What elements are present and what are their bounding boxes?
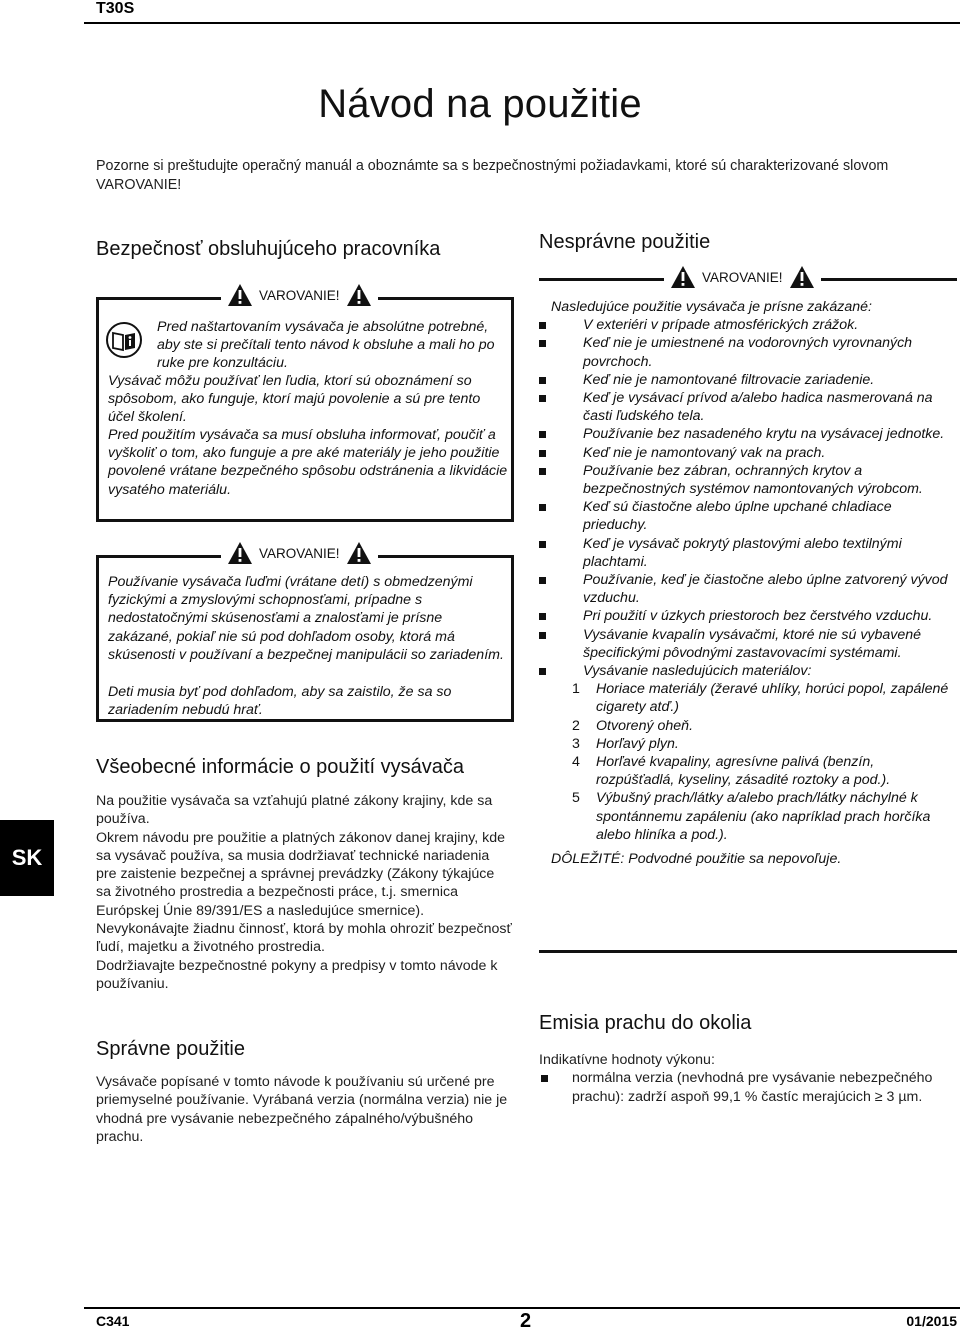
language-tab: SK <box>0 820 54 896</box>
misuse-warning-label: VAROVANIE! <box>702 269 783 285</box>
warning-box-1-text-3: Pred použitím vysávača sa musí obsluha informovať, poučiť a vyškoliť o tom, ako funguje a pre aké materiály je jeho použitie povolené vrátane bezpečného spôsobu odstránenia a likvidácie vysatého materiálu. <box>108 427 508 498</box>
dust-list <box>539 1069 960 1106</box>
misuse-item: Keď je vysávač pokrytý plastovými alebo textilnými plachtami. <box>537 535 951 571</box>
correct-use-heading: Správne použitie <box>96 1038 245 1060</box>
general-paragraph: Okrem návodu pre použitie a platných zákonov danej krajiny, kde sa vysávač používa, sa musia dodržiavať technické nariadenia pre zaistenie bezpečnej a správnej prevádzky (Zákony týkajúce sa životného prostredia a bezpečnosti práce, t.j. smernica Európskej Únie 89/391/ES a nasledujúce smernice). <box>96 829 506 919</box>
page-title: Návod na použitie <box>318 82 642 126</box>
warning-box-1-text-2: Vysávač môžu používať len ľudia, ktorí sú oboznámení so spôsobom, ako funguje, ktorí majú povolenie a sú pre tento účel školení. <box>108 373 481 426</box>
warning-triangle-icon <box>789 265 815 289</box>
warning-triangle-icon <box>346 541 372 565</box>
dust-heading: Emisia prachu do okolia <box>539 1012 752 1034</box>
misuse-item: Keď nie je umiestnené na vodorovných vyrovnaných povrchoch. <box>537 334 951 370</box>
footer-rule <box>84 1307 960 1309</box>
page-number: 2 <box>520 1310 532 1331</box>
misuse-box-bottom <box>539 950 957 953</box>
warning-box-2-text-2: Deti musia byť pod dohľadom, aby sa zaistilo, že sa so zariadením nebudú hrať. <box>108 684 452 719</box>
material-item: 1 Horiace materiály (žeravé uhlíky, horúci popol, zapálené cigarety atď.) <box>572 681 949 716</box>
warning-box-1-label: VAROVANIE! <box>259 287 340 303</box>
misuse-item: Používanie, keď je čiastočne alebo úplne zatvorený vývod vzduchu. <box>537 571 951 607</box>
important-note: DÔLEŽITÉ: Podvodné použitie sa nepovoľuje. <box>551 851 842 868</box>
dust-item: normálna verzia (nevhodná pre vysávanie nebezpečného prachu): zadrží aspoň 99,1 % častíc merajúcich ≥ 3 µm. <box>539 1069 960 1106</box>
material-item: 5 Výbušný prach/látky a/alebo prach/látky náchylné k spontánnemu zapáleniu (ako napríklad prach horčíka alebo hliníka a pod.). <box>572 790 931 843</box>
warning-box-1-intro: Pred naštartovaním vysávača je absolútne potrebné, aby ste si prečítali tento návod k obsluhe a mali ho po ruke pre konzultáciu. <box>157 319 495 372</box>
misuse-heading: Nesprávne použitie <box>539 231 711 253</box>
warning-box-1-header <box>221 283 378 307</box>
general-heading: Všeobecné informácie o použití vysávača <box>96 756 464 778</box>
warning-box-2-header <box>221 541 378 565</box>
dust-intro: Indikatívne hodnoty výkonu: <box>539 1052 715 1068</box>
general-paragraph: Na použitie vysávača sa vzťahujú platné zákony krajiny, kde sa používa. <box>96 793 493 828</box>
warning-triangle-icon <box>227 541 253 565</box>
misuse-intro: Nasledujúce použitie vysávača je prísne zakázané: <box>551 299 872 315</box>
warning-box-2 <box>96 545 514 722</box>
safety-heading: Bezpečnosť obsluhujúceho pracovníka <box>96 238 441 260</box>
misuse-item: Používanie bez nasadeného krytu na vysávacej jednotke. <box>537 425 951 443</box>
footer-date: 01/2015 <box>906 1313 957 1329</box>
warning-box-2-label: VAROVANIE! <box>259 545 340 561</box>
correct-use-text: Vysávače popísané v tomto návode k používaniu sú určené pre priemyselné používanie. Vyrábaná verzia (normálna verzia) nie je vhodná pre vysávanie nebezpečného zápalného/výbušného prachu. <box>96 1074 508 1145</box>
read-manual-icon <box>106 322 142 358</box>
header-rule <box>84 22 960 24</box>
misuse-item: Používanie bez zábran, ochranných krytov a bezpečnostných systémov namontovaných výrobcom. <box>537 462 951 498</box>
misuse-list <box>537 316 951 680</box>
misuse-item: Keď nie je namontované filtrovacie zariadenie. <box>537 371 951 389</box>
warning-box-1 <box>96 287 514 522</box>
footer-code: C341 <box>96 1313 130 1329</box>
misuse-item: Pri použití v úzkych priestoroch bez čerstvého vzduchu. <box>537 607 951 625</box>
warning-box-2-text-1: Používanie vysávača ľuďmi (vrátane detí) s obmedzenými fyzickými a zmyslovými schopnosťami, prípadne s nedostatočnými skúsenosťami a znalosťami je prísne zakázané, pokiaľ nie sú pod dohľadom osoby, ktorá má skúsenosti v používaní a bezpečnej manipulácii so zariadením. <box>108 574 504 663</box>
misuse-warning-header <box>664 265 821 289</box>
materials-list <box>537 680 951 844</box>
material-item: 2 Otvorený oheň. <box>572 717 694 734</box>
misuse-item: V exteriéri v prípade atmosférických zrážok. <box>537 316 951 334</box>
header-model: T30S <box>96 0 135 17</box>
misuse-item: Keď nie je namontovaný vak na prach. <box>537 444 951 462</box>
misuse-item: Keď sú čiastočne alebo úplne upchané chladiace prieduchy. <box>537 498 951 534</box>
misuse-list-block <box>551 298 951 868</box>
warning-triangle-icon <box>346 283 372 307</box>
material-item: 3 Horľavý plyn. <box>572 735 679 752</box>
dust-block <box>539 1051 960 1106</box>
misuse-item: Vysávanie nasledujúcich materiálov: <box>537 662 951 680</box>
general-text <box>96 792 512 993</box>
warning-triangle-icon <box>670 265 696 289</box>
material-item: 4 Horľavé kvapaliny, agresívne palivá (benzín, rozpúšťadlá, kyseliny, zásadité roztoky a pod.). <box>572 754 891 789</box>
misuse-item: Vysávanie kvapalín vysávačmi, ktoré nie sú vybavené špecifickými pôvodnými zastavovacími systémami. <box>537 626 951 662</box>
intro-text: Pozorne si preštudujte operačný manuál a oboznámte sa s bezpečnostnými požiadavkami, ktoré sú charakterizované slovom VAROVANIE! <box>96 158 889 193</box>
general-paragraph: Dodržiavajte bezpečnostné pokyny a predpisy v tomto návode k používaniu. <box>96 957 498 992</box>
general-paragraph: Nevykonávajte žiadnu činnosť, ktorá by mohla ohroziť bezpečnosť ľudí, majetku a životného prostredia. <box>96 921 512 956</box>
misuse-item: Keď je vysávací prívod a/alebo hadica nasmerovaná na časti ľudského tela. <box>537 389 951 425</box>
warning-triangle-icon <box>227 283 253 307</box>
